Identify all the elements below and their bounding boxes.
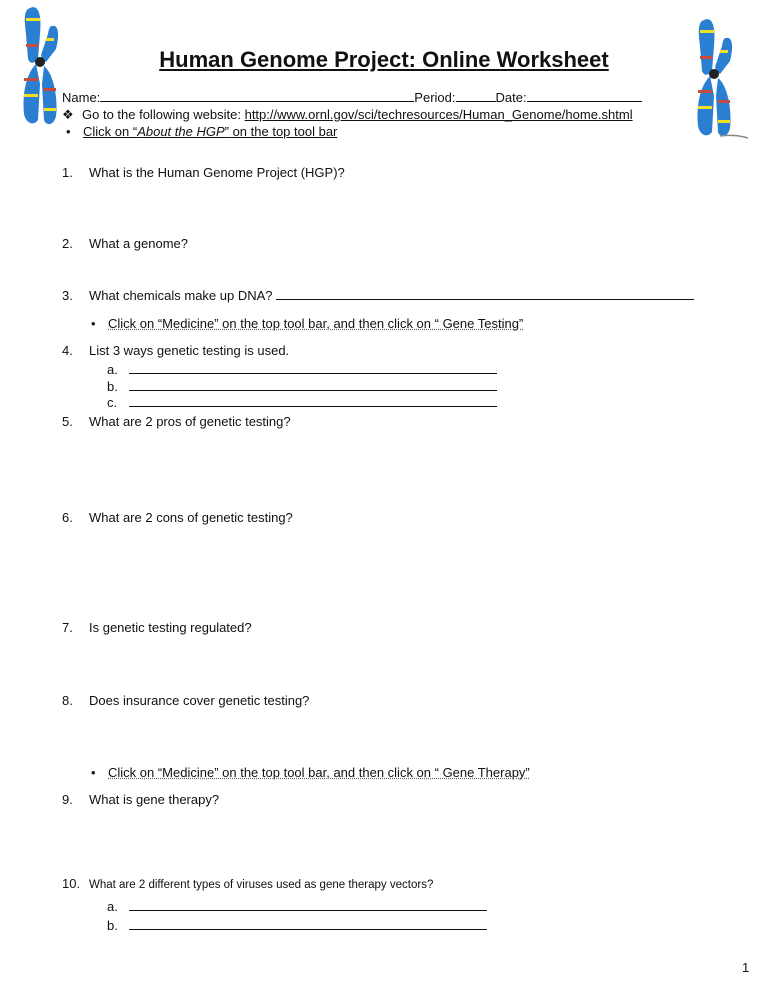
answer-line[interactable] bbox=[129, 395, 497, 407]
question-text: What are 2 different types of viruses used as gene therapy vectors? bbox=[89, 879, 434, 891]
answer-10b bbox=[107, 918, 487, 933]
step-gene-therapy bbox=[91, 765, 530, 780]
answer-line[interactable] bbox=[129, 918, 487, 930]
header-fields bbox=[62, 90, 642, 105]
answer-line[interactable] bbox=[129, 379, 497, 391]
date-label: Date: bbox=[495, 90, 527, 105]
question-text: What is gene therapy? bbox=[89, 792, 220, 807]
page-title: Human Genome Project: Online Worksheet bbox=[159, 47, 609, 72]
chromosome-image-right bbox=[690, 16, 750, 141]
question-number: 3. bbox=[62, 288, 73, 303]
question-text: What chemicals make up DNA? bbox=[89, 288, 277, 303]
step2-text: Click on “Medicine” on the top tool bar, and then click on “ Gene Testing” bbox=[108, 316, 524, 331]
page-number: 1 bbox=[742, 960, 750, 975]
sub-label: c. bbox=[107, 395, 118, 410]
question-4 bbox=[62, 343, 289, 358]
answer-4b bbox=[107, 379, 497, 394]
question-text: What are 2 pros of genetic testing? bbox=[89, 414, 291, 429]
question-text: What is the Human Genome Project (HGP)? bbox=[89, 165, 345, 180]
name-label: Name: bbox=[62, 90, 101, 105]
sub-label: a. bbox=[107, 362, 118, 377]
diamond-bullet-icon: ❖ bbox=[62, 107, 74, 122]
question-2 bbox=[62, 236, 188, 251]
answer-line[interactable] bbox=[129, 362, 497, 374]
question-text: What are 2 cons of genetic testing? bbox=[89, 510, 293, 525]
goto-instruction bbox=[62, 107, 633, 123]
question-text: List 3 ways genetic testing is used. bbox=[89, 343, 290, 358]
question-6 bbox=[62, 510, 293, 525]
goto-text: Go to the following website: bbox=[82, 107, 245, 122]
question-number: 8. bbox=[62, 693, 73, 708]
question-text: Is genetic testing regulated? bbox=[89, 620, 252, 635]
period-field[interactable] bbox=[456, 90, 496, 102]
question-1 bbox=[62, 165, 345, 180]
date-field[interactable] bbox=[527, 90, 642, 102]
answer-line[interactable] bbox=[129, 899, 487, 911]
question-text: What a genome? bbox=[89, 236, 189, 251]
step1-prefix: Click on “ bbox=[83, 124, 138, 139]
question-10 bbox=[62, 876, 433, 891]
question-5 bbox=[62, 414, 291, 429]
step3-text: Click on “Medicine” on the top tool bar, and then click on “ Gene Therapy” bbox=[108, 765, 530, 780]
question-7 bbox=[62, 620, 252, 635]
question-number: 7. bbox=[62, 620, 73, 635]
question-number: 9. bbox=[62, 792, 73, 807]
step-about-hgp bbox=[66, 124, 337, 139]
question-number: 1. bbox=[62, 165, 73, 180]
question-number: 6. bbox=[62, 510, 73, 525]
question-number: 10. bbox=[62, 876, 81, 891]
answer-line[interactable] bbox=[276, 288, 694, 300]
question-number: 2. bbox=[62, 236, 73, 251]
sub-label: b. bbox=[107, 379, 118, 394]
period-label: Period: bbox=[414, 90, 456, 105]
step1-emphasis: About the HGP bbox=[137, 124, 225, 139]
question-number: 4. bbox=[62, 343, 73, 358]
answer-4a bbox=[107, 362, 497, 377]
website-link[interactable]: http://www.ornl.gov/sci/techresources/Human_Genome/home.shtml bbox=[244, 107, 633, 122]
name-field[interactable] bbox=[100, 90, 414, 102]
question-8 bbox=[62, 693, 309, 708]
sub-label: b. bbox=[107, 918, 118, 933]
bullet-icon: • bbox=[91, 765, 96, 780]
step1-suffix: ” on the top tool bar bbox=[224, 124, 338, 139]
answer-4c bbox=[107, 395, 497, 410]
question-number: 5. bbox=[62, 414, 73, 429]
sub-label: a. bbox=[107, 899, 118, 914]
answer-10a bbox=[107, 899, 487, 914]
question-9 bbox=[62, 792, 219, 807]
bullet-icon: • bbox=[66, 124, 71, 139]
question-text: Does insurance cover genetic testing? bbox=[89, 693, 310, 708]
step-gene-testing bbox=[91, 316, 523, 331]
bullet-icon: • bbox=[91, 316, 96, 331]
question-3 bbox=[62, 288, 694, 303]
